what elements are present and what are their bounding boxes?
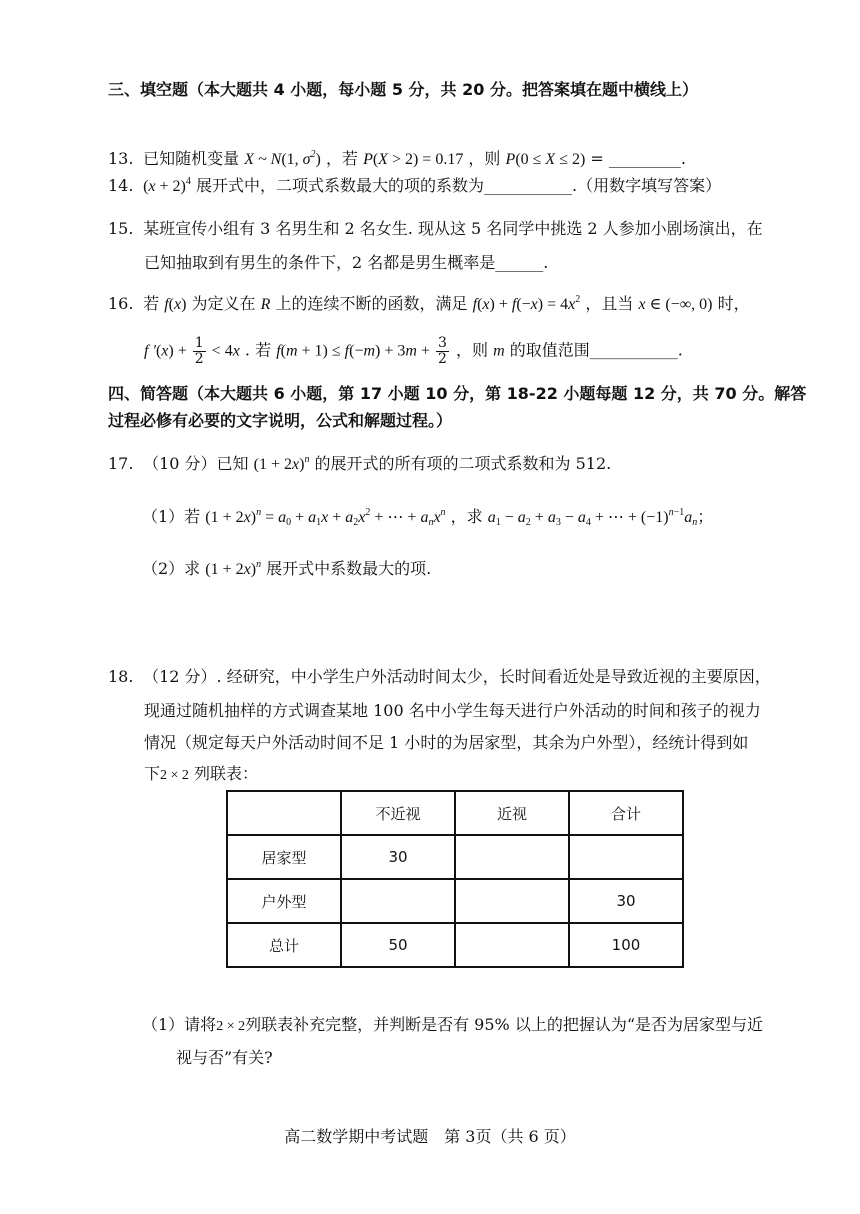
section-4-title-line-1: 四、简答题（本大题共 6 小题，第 17 小题 10 分，第 18-22 小题每题 12 分，共 70 分。解答: [108, 384, 807, 403]
table-cell: [455, 923, 569, 967]
section-3-title: 三、填空题（本大题共 4 小题，每小题 5 分，共 20 分。把答案填在题中横线上）: [108, 80, 698, 99]
table-cell: [341, 879, 455, 923]
question-15-line-2: 已知抽取到有男生的条件下，2 名都是男生概率是______.: [144, 253, 549, 272]
table-row: [227, 835, 683, 879]
question-16-line-2: f ′(x) + $\frac{1}{2}$ < 4x . 若 f(m + 1) ≤ f(−m) + 3m + $\frac{3}{2}$ ，则 m 的取值范围___________.: [144, 335, 683, 367]
question-18-part-1-line-2: 视与否”有关?: [176, 1048, 273, 1067]
table-header-cell: 不近视: [341, 791, 455, 835]
math-expression: P(X > 2) = 0.17: [363, 151, 464, 168]
question-18-line-3: 情况（规定每天户外活动时间不足 1 小时的为居家型，其余为户外型），经统计得到如: [144, 733, 749, 752]
question-14: 14. $(x + 2)^4$ 展开式中，二项式系数最大的项的系数为___________.（用数字填写答案）: [108, 176, 722, 195]
question-number: 18.: [108, 667, 134, 686]
math-expression: $(x + 2)^4$: [143, 176, 191, 195]
section-4-title-line-2: 过程必修有必要的文字说明，公式和解题过程。）: [108, 411, 453, 430]
table-cell: 100: [569, 923, 683, 967]
question-number: 16.: [108, 294, 134, 313]
table-cell: [455, 835, 569, 879]
question-17-part-2: （2）求 $(1 + 2x)^n$ 展开式中系数最大的项.: [142, 559, 432, 578]
question-number: 17.: [108, 454, 134, 473]
answer-blank: = _________.: [590, 149, 686, 168]
table-row: [227, 879, 683, 923]
table-cell: 30: [341, 835, 455, 879]
question-16-line-1: 16. 若 f(x) 为定义在 R 上的连续不断的函数，满足 $f(x) + f(-x) = 4x^2$ ，且当 x ∈ (−∞, 0) 时，: [108, 294, 750, 313]
question-15-line-1: 15. 某班宣传小组有 3 名男生和 2 名女生. 现从这 5 名同学中挑选 2 人参加小剧场演出，在: [108, 219, 763, 238]
question-18-part-1-line-1: （1）请将2 × 2列联表补充完整，并判断是否有 95% 以上的把握认为“是否为居家型与近: [142, 1015, 764, 1034]
table-cell: 30: [569, 879, 683, 923]
math-expression: X ~ N(1, $\sigma^2$): [244, 149, 321, 168]
question-number: 15.: [108, 219, 134, 238]
question-number: 13.: [108, 149, 134, 168]
question-13: 13. 已知随机变量 X ~ N(1, $\sigma^2$) ，若 P(X > 2) = 0.17 ，则 P(0 ≤ X ≤ 2) = _________.: [108, 149, 686, 168]
question-17-part-1: （1）若 $(1 + 2x)^n = a_0 + a_1x + a_2x^2$ + ⋯ + $a_nx^n$ ，求 $a_1 - a_2 + a_3 - a_4$ + ⋯ + $(-1)^{n-1}a_n$；: [142, 507, 714, 528]
table-header-row: [227, 791, 683, 835]
math-expression: P(0 ≤ X ≤ 2): [505, 151, 586, 168]
table-cell: [455, 879, 569, 923]
math-expression: $a_1 - a_2 + a_3 - a_4$ + ⋯ + $(-1)^{n-1}a_n$；: [487, 507, 714, 528]
contingency-table: [226, 790, 684, 968]
table-cell: [569, 835, 683, 879]
question-18-line-2: 现通过随机抽样的方式调查某地 100 名中小学生每天进行户外活动的时间和孩子的视力: [144, 701, 761, 720]
table-cell: 居家型: [227, 835, 341, 879]
question-18-line-4: 下2 × 2 列联表：: [144, 764, 259, 783]
table-header-cell: [227, 791, 341, 835]
page-footer: 高二数学期中考试题 第 3页（共 6 页）: [284, 1127, 576, 1146]
math-expression: $f(x) + f(-x) = 4x^2$: [472, 294, 581, 313]
table-cell: 户外型: [227, 879, 341, 923]
table-header-cell: 合计: [569, 791, 683, 835]
math-expression: $(1 + 2x)^n = a_0 + a_1x + a_2x^2$ + ⋯ + $a_nx^n$: [205, 507, 446, 528]
table-cell: 50: [341, 923, 455, 967]
question-18-line-1: 18. （12 分）. 经研究，中小学生户外活动时间太少，长时间看近处是导致近视的主要原因，: [108, 667, 771, 686]
question-17: 17. （10 分）已知 $(1 + 2x)^n$ 的展开式的所有项的二项式系数和为 512.: [108, 454, 612, 473]
question-number: 14.: [108, 176, 134, 195]
table-header-cell: 近视: [455, 791, 569, 835]
table-cell: 总计: [227, 923, 341, 967]
table-row: [227, 923, 683, 967]
